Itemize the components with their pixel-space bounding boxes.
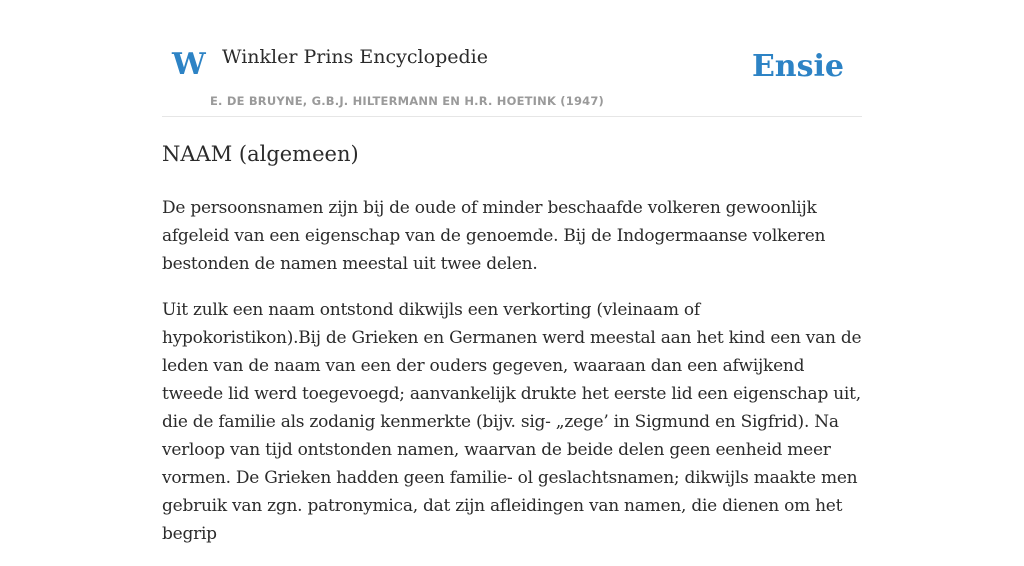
site-header [162,0,862,117]
brand-logo[interactable]: Ensie [751,49,844,84]
publication-authors: E. DE BRUYNE, G.B.J. HILTERMANN EN H.R. HOETINK (1947) [210,94,605,108]
publication-title[interactable]: Winkler Prins Encyclopedie [222,46,488,68]
article [162,138,862,566]
article-title: NAAM (algemeen) [162,142,359,166]
article-paragraph-1: De persoonsnamen zijn bij de oude of minder beschaafde volkeren gewoonlijk afgeleid van een eigenschap van de genoemde. Bij de Indogermaanse volkeren bestonden de namen meestal uit twee delen. [162,198,826,274]
publication-logo[interactable]: W [172,47,206,82]
article-paragraph-2: Uit zulk een naam ontstond dikwijls een verkorting (vleinaam of hypokoristikon).Bij de Grieken en Germanen werd meestal aan het kind een van de leden van de naam van een der ouders gegeven, waaraan dan een afwijkend tweede lid werd toegevoegd; aanvankelijk drukte het eerste lid een eigenschap uit, die de familie als zodanig kenmerkte (bijv. sig- „zege’ in Sigmund en Sigfrid). Na verloop van tijd ontstonden namen, waarvan de beide delen geen eenheid meer vormen. De Grieken hadden geen familie- ol geslachtsnamen; dikwijls maakte men gebruik van zgn. patronymica, dat zijn afleidingen van namen, die dienen om het begrip [162,300,862,544]
